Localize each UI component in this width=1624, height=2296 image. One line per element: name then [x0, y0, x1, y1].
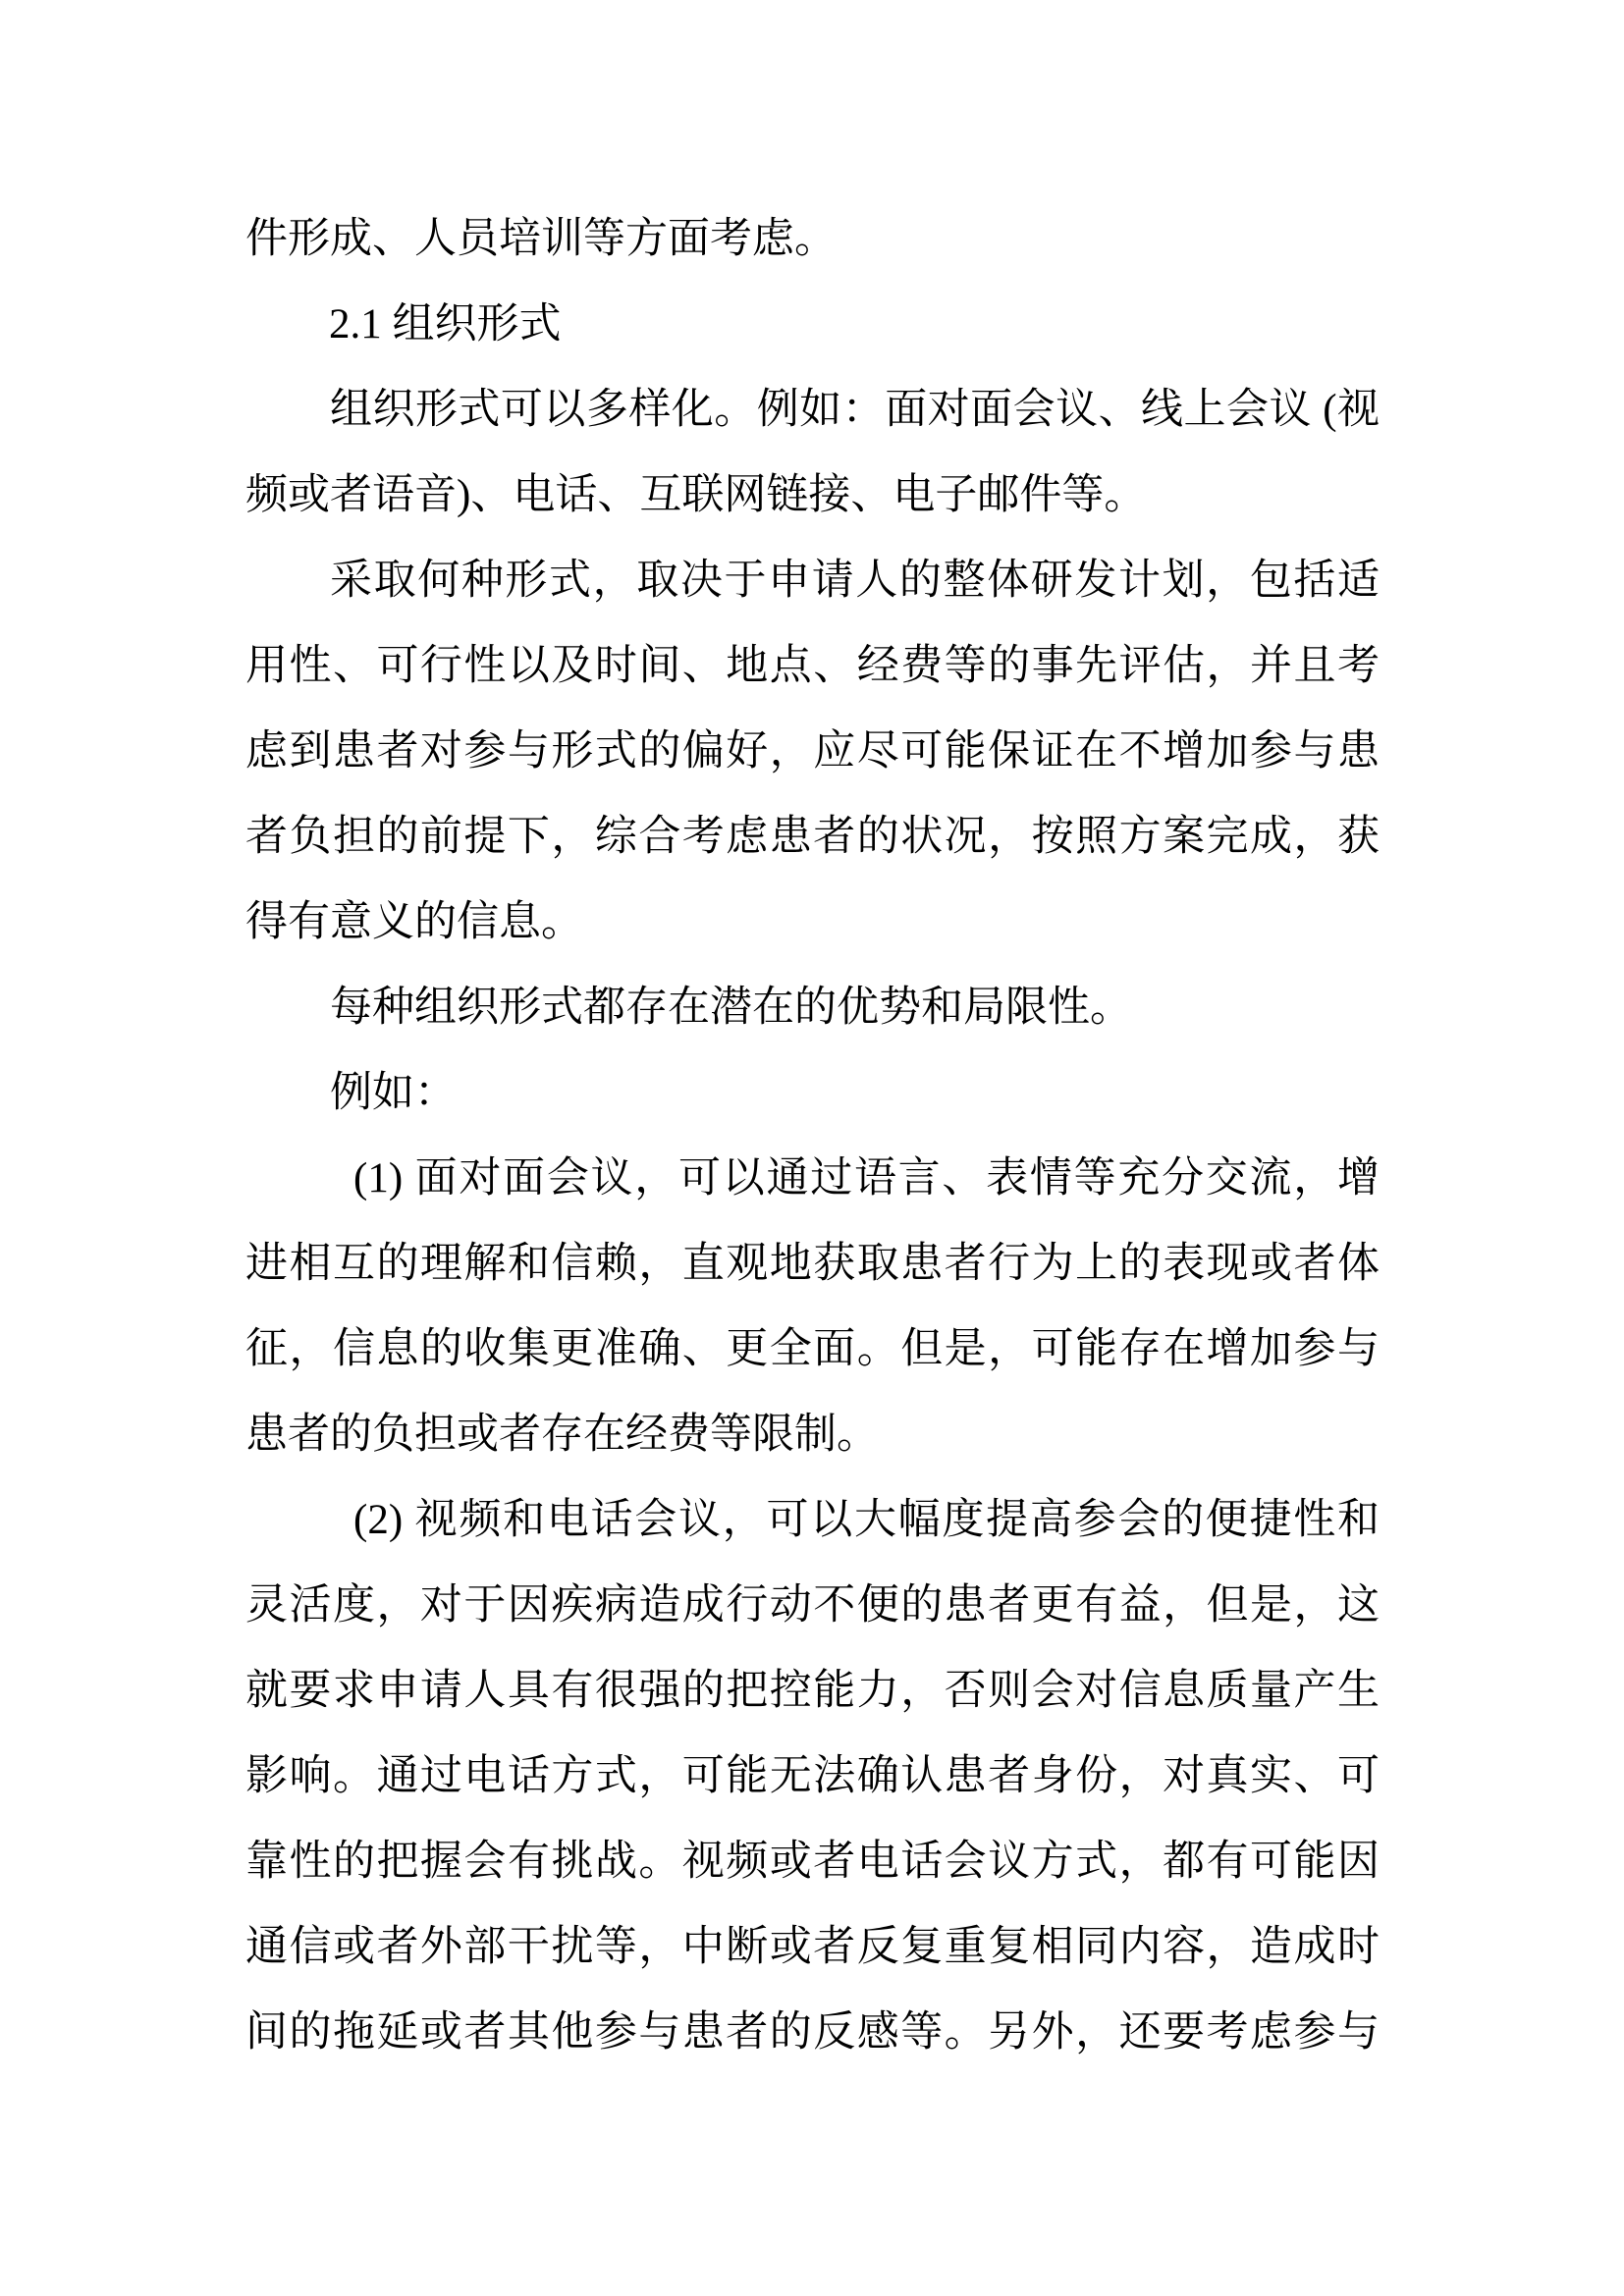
- text-line-9: 得有意义的信息。: [245, 899, 583, 945]
- text-line-19: 影响。通过电话方式，可能无法确认患者身份，对真实、可: [245, 1753, 1380, 1799]
- text-line-5: 采取何种形式，取决于申请人的整体研发计划，包括适: [330, 558, 1380, 604]
- text-line-15: 患者的负担或者存在经费等限制。: [245, 1412, 879, 1458]
- text-line-7: 虑到患者对参与形式的偏好，应尽可能保证在不增加参与患: [245, 728, 1380, 774]
- text-line-16: (2) 视频和电话会议，可以大幅度提高参会的便捷性和: [353, 1497, 1380, 1543]
- text-line-12: (1) 面对面会议，可以通过语言、表情等充分交流，增: [353, 1155, 1380, 1201]
- text-line-1: 件形成、人员培训等方面考虑。: [245, 216, 837, 262]
- text-line-14: 征，信息的收集更准确、更全面。但是，可能存在增加参与: [245, 1326, 1380, 1372]
- text-line-4: 频或者语音)、电话、互联网链接、电子邮件等。: [245, 472, 1147, 518]
- text-line-20: 靠性的把握会有挑战。视频或者电话会议方式，都有可能因: [245, 1839, 1380, 1885]
- text-line-10: 每种组织形式都存在潜在的优势和局限性。: [330, 985, 1132, 1031]
- text-line-3: 组织形式可以多样化。例如：面对面会议、线上会议 (视: [330, 387, 1380, 433]
- text-line-8: 者负担的前提下，综合考虑患者的状况，按照方案完成，获: [245, 814, 1380, 860]
- document-text-block: [245, 196, 1380, 2075]
- text-line-17: 灵活度，对于因疾病造成行动不便的患者更有益，但是，这: [245, 1582, 1380, 1629]
- text-line-6: 用性、可行性以及时间、地点、经费等的事先评估，并且考: [245, 643, 1380, 689]
- section-heading: 2.1 组织形式: [329, 301, 562, 347]
- text-line-11: 例如：: [330, 1070, 457, 1116]
- text-line-22: 间的拖延或者其他参与患者的反感等。另外，还要考虑参与: [245, 2009, 1380, 2056]
- text-line-13: 进相互的理解和信赖，直观地获取患者行为上的表现或者体: [245, 1241, 1380, 1287]
- text-line-18: 就要求申请人具有很强的把控能力，否则会对信息质量产生: [245, 1668, 1380, 1714]
- text-line-21: 通信或者外部干扰等，中断或者反复重复相同内容，造成时: [245, 1924, 1380, 1970]
